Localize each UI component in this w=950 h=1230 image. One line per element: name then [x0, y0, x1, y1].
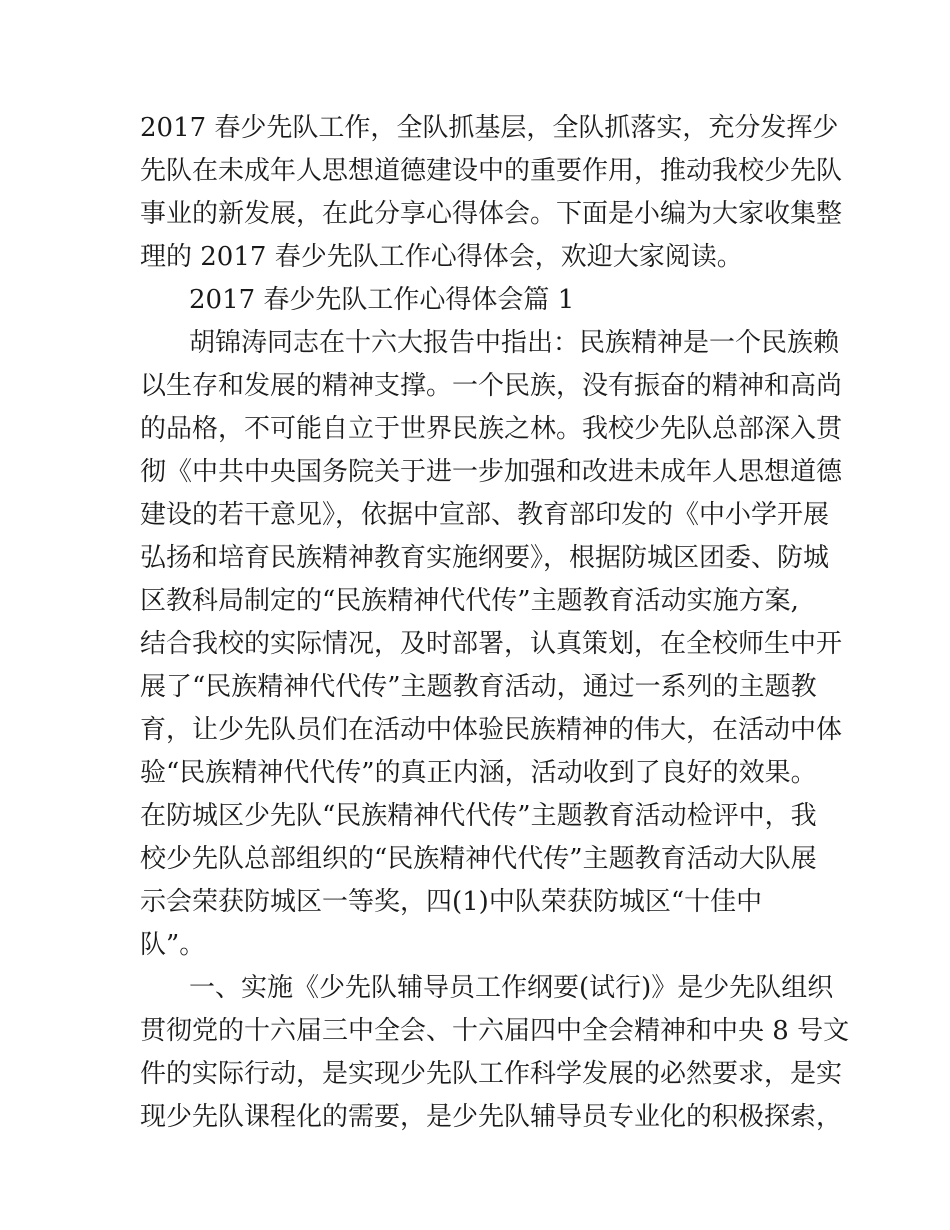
intro-line-1: 2017 春少先队工作，全队抓基层，全队抓落实，充分发挥少: [140, 113, 839, 143]
paragraph1-line-8: 结合我校的实际情况，及时部署，认真策划，在全校师生中开: [140, 629, 843, 659]
intro-line-3: 事业的新发展，在此分享心得体会。下面是小编为大家收集整: [140, 199, 843, 229]
intro-line-2: 先队在未成年人思想道德建设中的重要作用，推动我校少先队: [140, 156, 843, 186]
paragraph2-line-2: 贯彻党的十六届三中全会、十六届四中全会精神和中央 8 号文: [140, 1016, 850, 1046]
paragraph1-line-14: 示会荣获防城区一等奖，四(1)中队荣获防城区“十佳中: [140, 887, 763, 917]
paragraph2-line-3: 件的实际行动，是实现少先队工作科学发展的必然要求，是实: [140, 1059, 843, 1089]
paragraph1-line-6: 弘扬和培育民族精神教育实施纲要》，根据防城区团委、防城: [140, 543, 830, 573]
paragraph1-line-2: 以生存和发展的精神支撑。一个民族，没有振奋的精神和高尚: [140, 371, 843, 401]
paragraph1-line-9: 展了“民族精神代代传”主题教育活动，通过一系列的主题教: [140, 672, 817, 702]
paragraph1-line-7: 区教科局制定的“民族精神代代传”主题教育活动实施方案,: [140, 586, 799, 616]
paragraph1-line-15: 队”。: [140, 930, 206, 960]
paragraph1-line-3: 的品格，不可能自立于世界民族之林。我校少先队总部深入贯: [140, 414, 843, 444]
paragraph1-line-12: 在防城区少先队“民族精神代代传”主题教育活动检评中，我: [140, 801, 817, 831]
paragraph2-line-4: 现少先队课程化的需要，是少先队辅导员专业化的积极探索，: [140, 1102, 843, 1132]
paragraph1-line-13: 校少先队总部组织的“民族精神代代传”主题教育活动大队展: [140, 844, 817, 874]
paragraph1-line-10: 育，让少先队员们在活动中体验民族精神的伟大，在活动中体: [140, 715, 843, 745]
paragraph1-line-1: 胡锦涛同志在十六大报告中指出：民族精神是一个民族赖: [189, 328, 840, 358]
paragraph1-line-4: 彻《中共中央国务院关于进一步加强和改进未成年人思想道德: [140, 457, 843, 487]
paragraph1-line-5: 建设的若干意见》，依据中宣部、教育部印发的《中小学开展: [140, 500, 830, 530]
section-title: 2017 春少先队工作心得体会篇 1: [189, 285, 575, 315]
paragraph2-line-1: 一、实施《少先队辅导员工作纲要(试行)》是少先队组织: [189, 973, 834, 1003]
intro-line-4: 理的 2017 春少先队工作心得体会，欢迎大家阅读。: [140, 242, 743, 272]
paragraph1-line-11: 验“民族精神代代传”的真正内涵，活动收到了良好的效果。: [140, 758, 817, 788]
